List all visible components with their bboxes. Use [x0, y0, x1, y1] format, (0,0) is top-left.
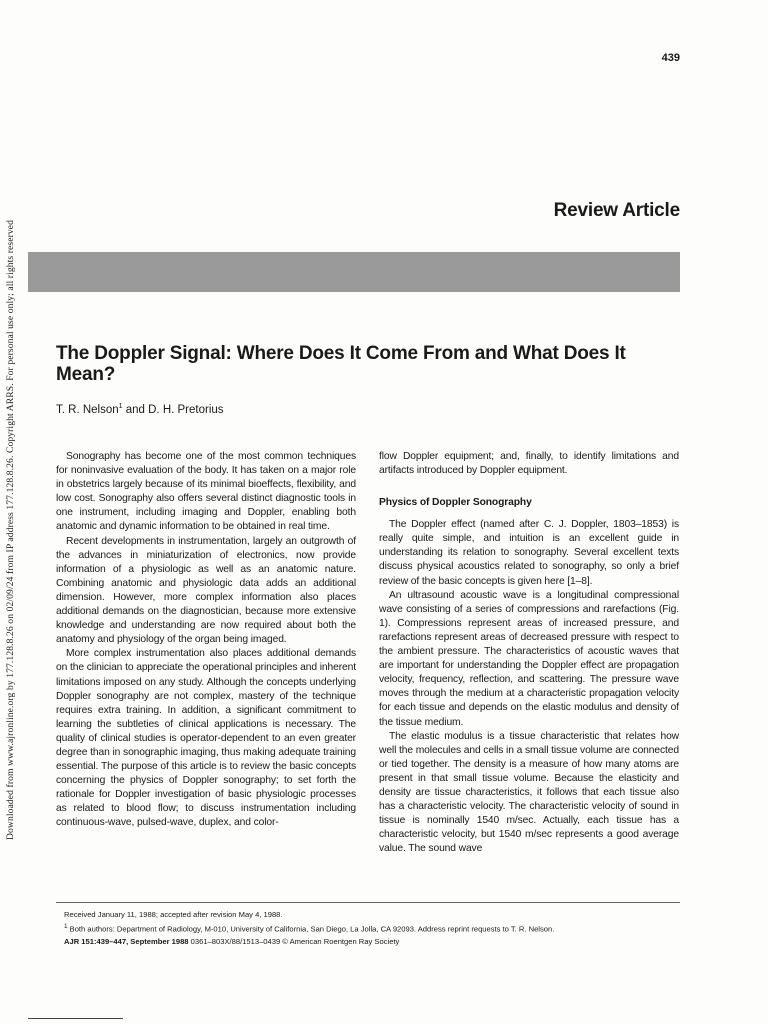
article-title: The Doppler Signal: Where Does It Come From and What Does It Mean?	[56, 343, 626, 385]
citation-line	[64, 936, 680, 948]
download-notice: Downloaded from www.ajronline.org by 177.128.8.26 on 02/09/24 from IP address 177.128.8.26. Copyright ARRS. For personal use only; all rights reserved	[5, 219, 16, 840]
right-column	[379, 450, 679, 856]
author-name: D. H. Pretorius	[148, 403, 224, 416]
footnotes	[64, 909, 680, 948]
header-band	[28, 252, 680, 292]
body-paragraph: Sonography has become one of the most common techniques for noninvasive evaluation of the body. It has taken on a major role in obstetrics largely because of its minimal bioeffects, flexibility, and low cost. Sonography also offers several distinct diagnostic tools in one instrument, including imaging and Doppler, enabling both anatomic and dynamic information to be obtained in real time.	[56, 451, 356, 533]
author-separator: and	[122, 403, 149, 416]
body-paragraph: Recent developments in instrumentation, largely an outgrowth of the advances in miniaturization of electronics, now provide information of a physiologic as well as an anatomic nature. Combining anatomic and physiologic data adds an additional dimension. However, more complex information also places additional demands on the diagnostician, because more extensive knowledge and understanding are now required about both the anatomy and physiology of the organ being imaged.	[56, 535, 356, 646]
section-label: Review Article	[553, 200, 680, 221]
page-number: 439	[661, 52, 680, 64]
body-paragraph: The Doppler effect (named after C. J. Doppler, 1803–1853) is really quite simple, and intuition is an excellent guide in understanding its relation to sonography. Several excellent texts discuss physical acoustics related to sonography, so only a brief review of the basic concepts is given here [1–8].	[379, 519, 679, 587]
left-column	[56, 450, 356, 831]
footnote-divider	[56, 902, 680, 903]
citation-journal: AJR 151:439–447, September 1988	[64, 936, 189, 946]
body-paragraph: An ultrasound acoustic wave is a longitudinal compressional wave consisting of a series of compressions and rarefactions (Fig. 1). Compressions represent areas of increased pressure, and rarefactions represent areas of decreased pressure with respect to the ambient pressure. The characteristics of acoustic waves that are important for understanding the Doppler effect are propagation velocity, frequency, reflection, and scattering. The pressure wave moves through the medium at a characteristic propagation velocity for each tissue and depends on the elastic modulus and density of the tissue medium.	[379, 589, 679, 728]
affiliation-note	[64, 921, 680, 936]
received-note: Received January 11, 1988; accepted after revision May 4, 1988.	[64, 910, 283, 919]
body-paragraph: The elastic modulus is a tissue characteristic that relates how well the molecules and cells in a small tissue volume are connected or tied together. The density is a measure of how many atoms are present in that small tissue volume. Because the elasticity and density are tissue characteristics, it follows that each tissue also has a characteristic velocity. The characteristic velocity of sound in tissue is nominally 1540 m/sec. Actually, each tissue has a characteristic velocity, but 1540 m/sec represents a good average value. The sound wave	[379, 730, 679, 855]
bottom-divider	[28, 1018, 123, 1019]
affiliation-text: Both authors: Department of Radiology, M-010, University of California, San Diego, La Jolla, CA 92093. Address reprint requests to T. R. Nelson.	[67, 924, 555, 934]
body-paragraph: More complex instrumentation also places additional demands on the clinician to appreciate the operational principles and inherent limitations imposed on any study. Although the concepts underlying Doppler sonography are not complex, mastery of the technique requires extra training. In addition, a significant commitment to learning the subtleties of clinical applications is necessary. The quality of clinical studies is operator-dependent to an even greater degree than in sonographic imaging, thus making adequate training essential. The purpose of this article is to review the basic concepts concerning the physics of Doppler sonography; to set forth the rationale for Doppler investigation of basic physiologic processes as related to blood flow; to discuss instrumentation including continuous-wave, pulsed-wave, duplex, and color-	[56, 648, 356, 829]
section-heading: Physics of Doppler Sonography	[379, 497, 532, 509]
footnote-mark: 1	[64, 923, 68, 930]
author-line	[56, 403, 456, 416]
body-paragraph: flow Doppler equipment; and, finally, to identify limitations and artifacts introduced by Doppler equipment.	[379, 451, 679, 477]
citation-details: 0361–803X/88/1513–0439 © American Roentgen Ray Society	[188, 936, 400, 946]
author-name: T. R. Nelson	[56, 403, 119, 416]
footnote-mark: 1	[118, 403, 123, 410]
